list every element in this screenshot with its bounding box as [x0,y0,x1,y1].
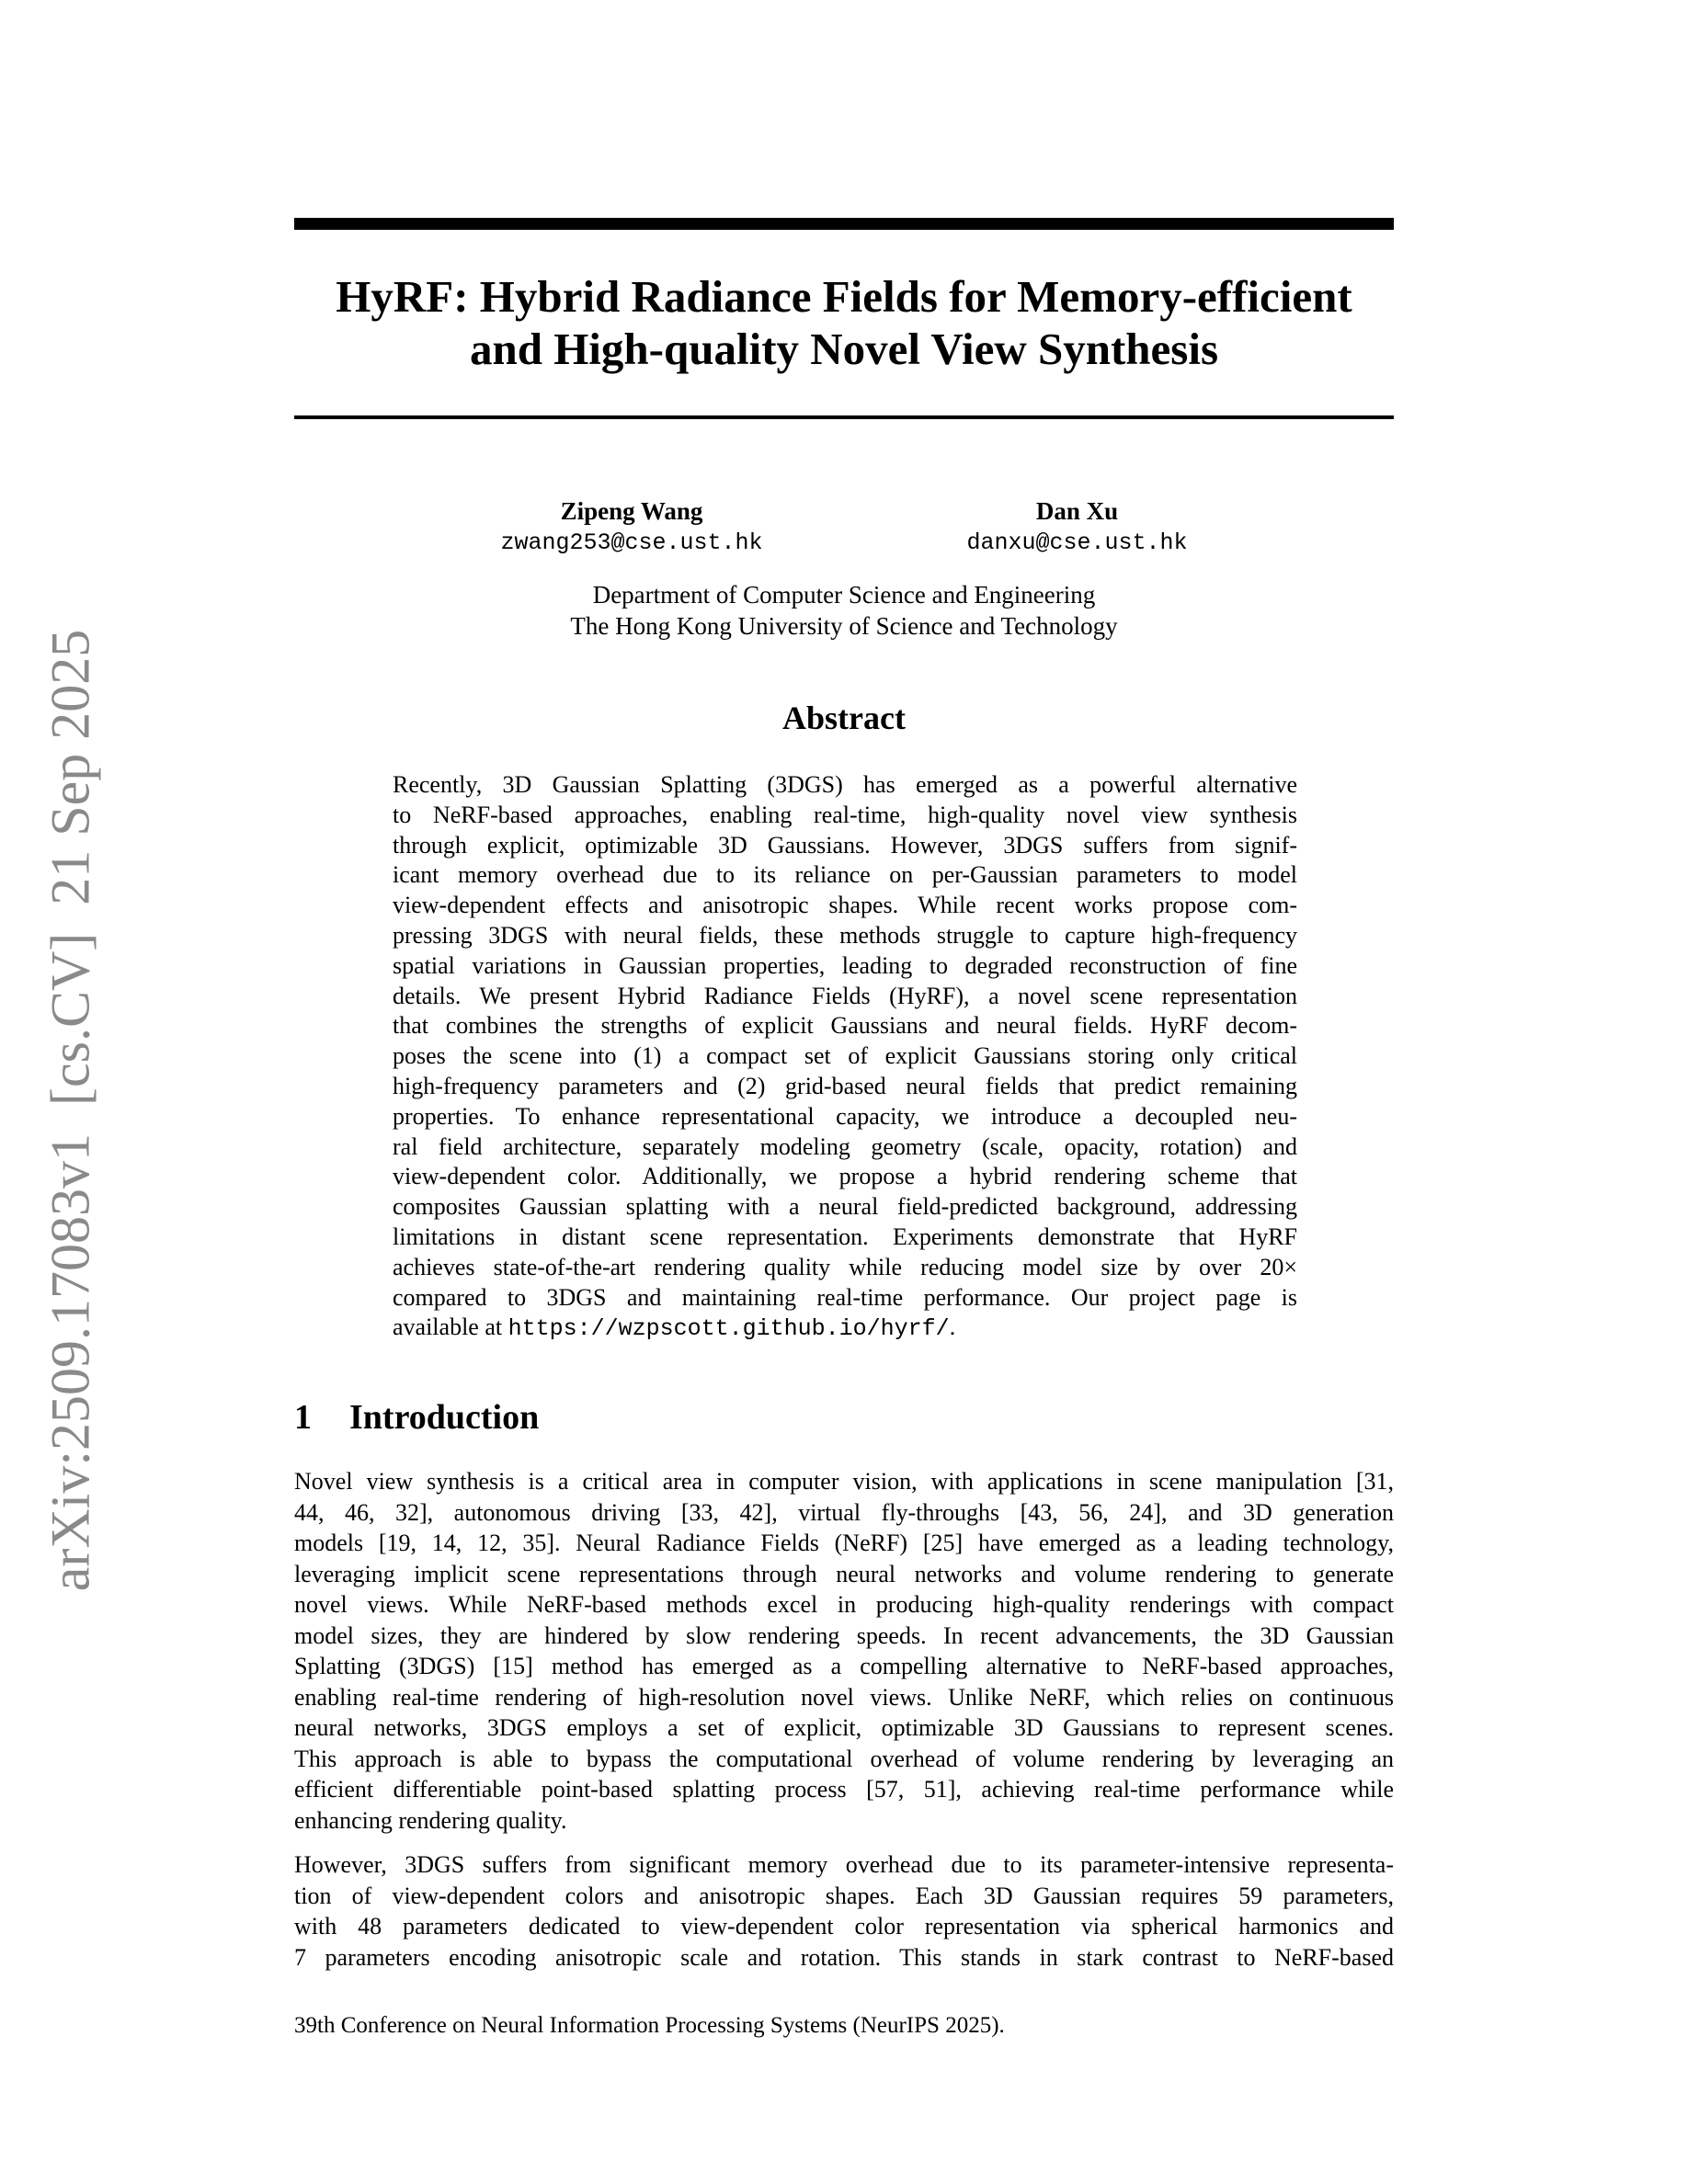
abstract-lines [393,770,1297,1313]
text-line: novel views. While NeRF-based methods excel in producing high-quality renderings with compact [294,1591,1394,1618]
text-line: However, 3DGS suffers from significant memory overhead due to its parameter-intensive representa- [294,1851,1394,1878]
text-line: icant memory overhead due to its reliance on per-Gaussian parameters to model [393,861,1297,889]
text-line: through explicit, optimizable 3D Gaussians. However, 3DGS suffers from signif- [393,831,1297,859]
affiliation-university: The Hong Kong University of Science and Technology [570,612,1118,640]
paper-title [294,270,1394,375]
conference-footer-note: 39th Conference on Neural Information Processing Systems (NeurIPS 2025). [294,2013,1005,2038]
title-rule-top [294,218,1394,230]
text-line: pressing 3DGS with neural fields, these methods struggle to capture high-frequency [393,921,1297,949]
text-line: model sizes, they are hindered by slow rendering speeds. In recent advancements, the 3D Gaussian [294,1621,1394,1649]
author-2 [967,495,1188,559]
author-email: danxu@cse.ust.hk [966,529,1188,556]
text-line: spatial variations in Gaussian properties, leading to degraded reconstruction of fine [393,951,1297,979]
project-url-link[interactable]: https://wzpscott.github.io/hyrf/ [508,1315,950,1343]
text-line: that combines the strengths of explicit Gaussians and neural fields. HyRF decom- [393,1012,1297,1040]
abstract-text [393,770,1297,1345]
text-line: limitations in distant scene representation. Experiments demonstrate that HyRF [393,1223,1297,1250]
abstract-url-suffix: . [949,1314,956,1341]
text-line: compared to 3DGS and maintaining real-time performance. Our project page is [393,1283,1297,1311]
text-line: leveraging implicit scene representations through neural networks and volume rendering to generate [294,1560,1394,1587]
intro-paragraph-2 [294,1849,1394,1973]
section-title: Introduction [349,1398,540,1437]
paper-title-line2: and High-quality Novel View Synthesis [469,324,1219,374]
text-line: enhancing rendering quality. [294,1806,567,1834]
text-line: tion of view-dependent colors and anisotropic shapes. Each 3D Gaussian requires 59 parameters, [294,1882,1394,1909]
text-line: to NeRF-based approaches, enabling real-time, high-quality novel view synthesis [393,801,1297,828]
arxiv-watermark: arXiv:2509.17083v1 [cs.CV] 21 Sep 2025 [40,629,101,1592]
text-line: Novel view synthesis is a critical area in computer vision, with applications in scene manipulation [31, [294,1468,1394,1495]
author-name: Zipeng Wang [560,497,703,525]
text-line: 7 parameters encoding anisotropic scale and rotation. This stands in stark contrast to NeRF-based [294,1943,1394,1971]
text-line: composites Gaussian splatting with a neural field-predicted background, addressing [393,1193,1297,1221]
abstract-url-line [393,1313,1297,1345]
paper-title-line1: HyRF: Hybrid Radiance Fields for Memory-efficient [336,271,1352,322]
text-line: This approach is able to bypass the computational overhead of volume rendering by leveraging an [294,1745,1394,1772]
text-line: ral field architecture, separately modeling geometry (scale, opacity, rotation) and [393,1132,1297,1160]
abstract-url-prefix: available at [393,1314,508,1341]
text-line: efficient differentiable point-based splatting process [57, 51], achieving real-time performance while [294,1776,1394,1803]
text-line: enabling real-time rendering of high-resolution novel views. Unlike NeRF, which relies on continuous [294,1683,1394,1711]
abstract-heading: Abstract [782,700,906,736]
text-line: neural networks, 3DGS employs a set of explicit, optimizable 3D Gaussians to represent scenes. [294,1714,1394,1741]
text-line: high-frequency parameters and (2) grid-based neural fields that predict remaining [393,1072,1297,1099]
author-1 [500,495,762,559]
affiliation [294,579,1394,642]
text-line: Recently, 3D Gaussian Splatting (3DGS) has emerged as a powerful alternative [393,771,1297,798]
text-line: properties. To enhance representational capacity, we introduce a decoupled neu- [393,1102,1297,1130]
section-number: 1 [294,1398,312,1437]
intro-paragraph-1 [294,1466,1394,1836]
text-line: 44, 46, 32], autonomous driving [33, 42], virtual fly-throughs [43, 56, 24], and 3D generation [294,1498,1394,1526]
author-email: zwang253@cse.ust.hk [500,529,763,556]
text-line: Splatting (3DGS) [15] method has emerged as a compelling alternative to NeRF-based approaches, [294,1653,1394,1679]
text-line: view-dependent color. Additionally, we propose a hybrid rendering scheme that [393,1163,1297,1190]
text-line: achieves state-of-the-art rendering quality while reducing model size by over 20× [393,1253,1297,1280]
text-line: poses the scene into (1) a compact set of explicit Gaussians storing only critical [393,1042,1297,1070]
author-name: Dan Xu [1035,497,1119,525]
text-line: view-dependent effects and anisotropic shapes. While recent works propose com- [393,892,1297,919]
section-heading-introduction [294,1397,539,1438]
title-rule-bottom [294,415,1394,419]
text-line: models [19, 14, 12, 35]. Neural Radiance Fields (NeRF) [25] have emerged as a leading technology, [294,1530,1394,1556]
text-line: details. We present Hybrid Radiance Fields (HyRF), a novel scene representation [393,982,1297,1009]
affiliation-department: Department of Computer Science and Engineering [592,581,1096,609]
author-block [294,495,1394,559]
text-line: with 48 parameters dedicated to view-dependent color representation via spherical harmonics and [294,1913,1394,1939]
